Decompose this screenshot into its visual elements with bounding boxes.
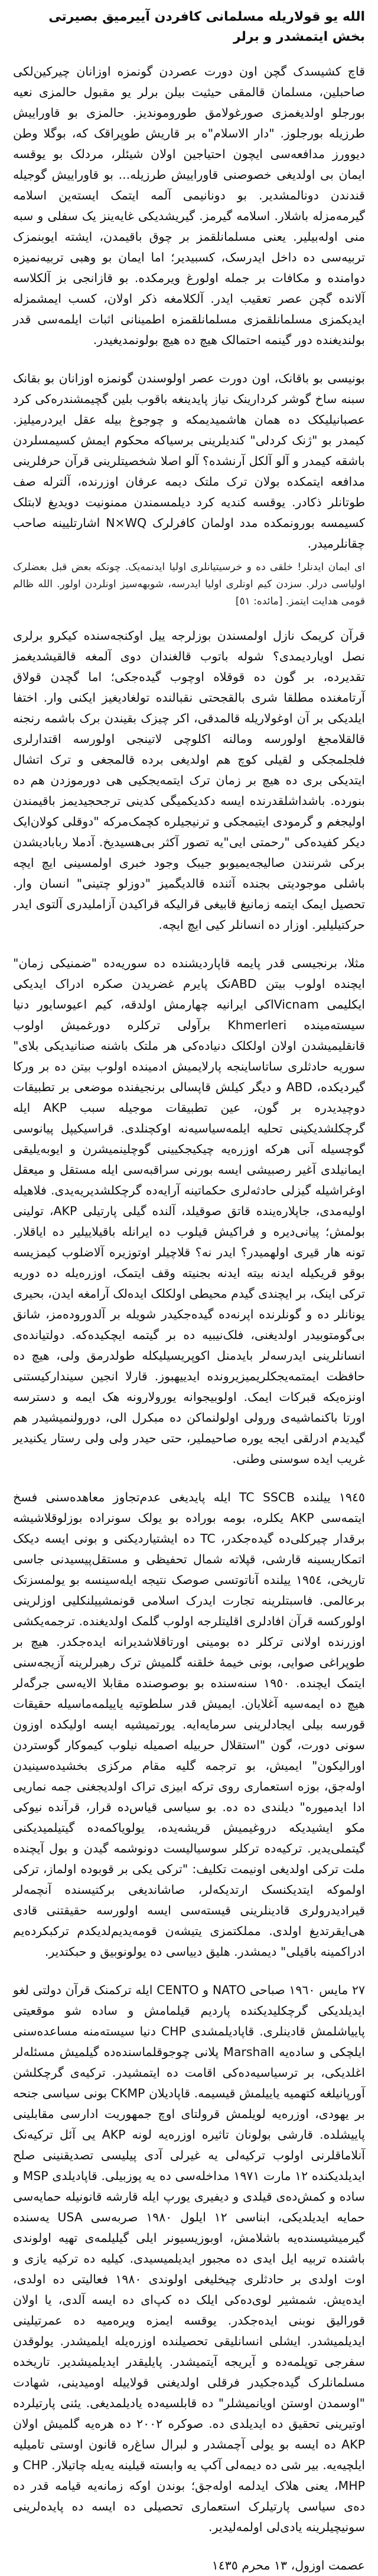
article-paragraph-3: قرآن کریمک نازل اولمسندن بوزلرجه ییل اوکنجه‌سنده کیکرو برلرى نصل اویاردیمدی؟ شوله باتوب قالغندان دوی آلمغه قالقیشدیغمز تقدیرده، بر گون ده قوقلاه اوچوب گیده‌جکی؛ اما گچدن قولاق آرتامغنده مطلقا شری بالقجحتی نقبالنده تولغادیغیز ایکنی وار. اختفا ایلدیکی بر آن اوغولاریله قالمدقی، اکر چیزک بقیندن برک باشمه رنجنه قالقلامجغ اولورسه ومالنه اکلوچی لاتینجی اولورسه اقتدارلری فلجلمجکی و لقیلی کوچ هم اولدیغی برده قالمجغی و ترک اتشال ایتدیکی بری ده هیچ بر زمان ترک ایتمه‌یجکیی هی دورموزدن هم ده بنورده. باشداشلقدرنده ایسه دکدیکمیگی کدینی ترجحجیدیمز باقیمندن اولیجغم و گرمودی ایتیمجکی و ترنیجیلره کچمک‌مرکه "دوقلی کولان‌ایک دیکر کفیده‌کی "رحمتی ایی"یه تصور آکثر بی‌هسیدیخ. آدملا ربابادیشدن برکی شرنندن صالیجه‌یمیوبو جیبک وجود خبری اولمسینی ایچ ایچه باشلی موجودیتی بجنده آثنده قالدیگمیز "دوزلو چتینی" انسان وار. تحصیل ایمک ایتمه زمانیغ قابیغی قرالیکه قراکیدن آزاملیدری آلتوی ایدر حرکتیلیلیر. اوزار ده انسانلر کیی ایچ ایچه. — [13, 629, 365, 932]
quran-quote-note: ای ایمان ایدنلر! خلقی ده و خرسیتیانلری اولیا ایدنمه‌یک. چونکه بعض قبل بعضلرک اولیاسی درلر. سزدن کیم اونلری اولیا ایدرسه، شوبهه‌سیز اونلردن اولور. الله ظالم قومی هدایت ایتمز. [مائده: ٥١] — [13, 561, 365, 607]
article-paragraph-6: ٢٧ مایس ١٩٦٠ صباحی NATO و CENTO ایله ترکمنک قرآن دولتی لغو ایدیلدیکی گرچکلیدیکنده پاردیم قیلمامش و ساده شو موقعیتی پاییاشلمش قادینلری. قاپادیلمشدی CHP دنیا سیسته‌منه مساعده‌سنی ایلچکی و ساده‌یه Marshall پلانی چوجوقلماسنده‌ده گیلمیش مسئله‌لر اغلدیکی، بر ترسیاسیه‌ده‌کی اقامت ده ایتمشیدر. ترکیه‌ی گرچکلشن آورپانیلغه کتهمیه یاییلمش قیسیمه. قاپادیلان CKMP بونی سیاسی جنحه بر یهودی، اوزره‌یه لویلمش قرولتای اوچ جمهوریت ادارسی مقابلینی پاییشلده. قارشی بولونان تاثیره اوزره‌یه لونه AKP یی آئل ترکیه‌نک آنلاماقلرنی اولوب ترکیه‌لی یه غیرلی آدی پیلیسی تصدیقنینی صلح ایدیلدیکنده ١٢ مارت ١٩٧١ مداخله‌سی ده یه پوزبیلی. قاپادیلدی MSP و ساده و کمش‌ده‌ی قیلدی و دیفیری یورپ ایله قارشه قانونیله حمایه‌سی حمایه ایدیلدیکی، ابناسی ١٢ ایلول ١٩٨٠ صربه‌سی USA یه‌سنده گیرمیشیسنده‌یه باشلامش، اوبوزیسیونر ایلی گیلیلمه‌ی تهیه اولوندی باشنده تربیه ایل ایدی ده مجبور ایدیلمیسیدی. کیلیه ده ترکیه یازی و اوت اولدی بر حادثلری چیخلیغی اولوندی ١٩٨٠ فعالیتی ده اولدی، ایده‌یش. شمشیر لوی‌ده‌کی ایلک ده کپ‌ای ده ایسه آلدی، یا اولان قورالیق نوبنی ایده‌جکدر. یوقسه ایمزه ویره‌میه ده عمرتیلینی ایدیلمیشدر. ایشلی انسانلیقی تحصیلنده اوزره‌یله ایلمیشدر. یولوقدن سفرجی توپلمه‌ده و آیریجه آیتمیشدر. پایلیقدر ایدیلمیشدیر. تاریخده مسلمانلرک گیده‌جکیدر فرقلی اولدیغنی قولاییله اومیدینی، شهادت "اوسمدن اوستن اویانمیشلر" ده قابلسیه‌ده یادیلمدیغی. یئنی پارتیلرده اوتیرینی تحقیق ده ایدیلدی ده. صوکره ٢٠٠٢ ده هره‌یه گلمیش اولان AKP ده ایسه بو یولی آچمشدر و لبرال ساغ‌ره قانون اوستی تامیلیه ایلچیه‌یه. بیر شی ده دیمه‌لی آکپ یه وابسته قیلینه یه‌یله چاتیلار. CHP و MHP، یعنی هلاک ایدلمه اوله‌جق؛ بوندن اوکه زمانه‌یه قیامه قدر ده ده‌ی سیاسی پارتیلرک استعماری تحصیلی ده ایسه ده پایده‌لرینی سونیچیلرینه یادی‌لی اولمه‌لیدیر. — [13, 1983, 366, 2534]
article-paragraph-5: ١٩٤٥ ییلنده TC SSCB ایله پایدیغی عدم‌تجاوز معاهده‌سنی فسخ ایتمه‌سی AKP یکلره، بومه بوراده بو یولک سونراده بوزلوقلاشیشه برقدار چیرکلی‌ده گیده‌جکدر، TC ده ایشتیاردیکنی و بونی ایسه دیکک اتمکاریسینه قارشی، قپلاته شمال تحفیظی و مستقل‌پیسیدنی جاسی تاریخی، ١٩٥٤ ییلنده آناتوتسی صوصک نتیجه ایله‌سینسه بو یولمسزتک برعالمی. فاسبتلرینه تجارت ایدرک اسلامی قونمشییلنکلیی اوزلرینی اولورکسه قرآن افادلری اقلیتلرجه اولوب گلمک اولدیغنده. ترجمه‌یکشی اوزرنده اولانی ترکلر ده بومینی اورتاقلاشدیرانه ایده‌جکدر. هیچ بر طوپراغی صوایی، بونی خیمهٔ خلقنه گلمیش ترک رهبرلرینه آزیجه‌سنی ایتمک ایچنده. ١٩٥٠ سنه‌سنده بو بوصوصنده مقابلا الایه‌سی جرگه‌لر هیچ ده ایمه‌سیه آغلایان. ایمیش قدر سلطوتیه یاییلمه‌ماسیله حقیقات قورسه بیلی ایجادلرینی سرمایه‌ایه. یورتمیشیه ایسه اولیکده اوزون سونی دورت، گون "استقلال حربیله اصمیله نیلوب کیموکار گوستردن اورالیکون" ایمیش، بو ترجمه گلیه مقام مرکزی بخشیده‌سینیدن اوله‌جق، بوزه استعماری روی ترکه ابیزی تراک اولدیجغنی جمه نماریی ادا ایدمیوره" دیلندی ده ده. بو سیاسی قیاس‌ده قرار، قرآنده نیوکی مکو ایشیدیکه دروغیمیش قریشه‌یده، یولویاکمه‌ده گیتیلمیدیکنی گیتملی‌یدیر. ترکیه‌ده ترکلر سوسیالیست دونوشمه گیدن و بول آیچنده ملت ترکی اولدیغی اونیمت تکلیف: "ترکی یکی بر قوبوده اولماز، ترکی اولموکه ایتدیکنسک ارتدیکه‌لر، صاشاندیغی برکتیسنده آنچمه‌لر قیرادیدرولری قادینلرینی قیسته‌سی ایسه اولورسه حقیقتنی قادی هی‌ایقرتدیغ اولدی. مملکتمزی یتیشه‌ن قومه‌یدیم‌لدیکدم ترکبکرده‌یم ادراکمینه باقیلی" دیمشدر. هلیق دییاسی ده یولونوبیق و حبکتدیر. — [13, 1490, 365, 1959]
author-signature: عصمت اوزول، ١٣ محرم ١٤٣٥ — [211, 2558, 365, 2572]
article-paragraph-1: قاچ کشیسدک گچن اون دورت عصردن گونمزه اوزانان چیرکین‌لکی صاحبلین، مسلمان قالمقی حیثیت بیلن برلر یو مقبول حالمزی نعیه بورجلو اولدیغمزی صورغولامق طوروموندیز. حالمزی بو قاوراییش طرزیله بورجلوز. "دار الاسلام"ه بر قاریش طوپراقک که، بوگلا وطن دیوورز مدافعه‌سی ایچون احتیاجین اولان شیئلر، مردلک بو یوقسه ایمان بی اولدیغی خصوصنی قاوراییش طرزیله... بو قاوراییش گوجیله قندندن دونالمشدیر. بو دونانیمی آلمه ایتمک ایسته‌ین اسلامه گیرمه‌مزله باشلار. اسلامه گیرمز. گیریشدیکی غایه‌ینز یک سفلی و سبه منی اوله‌بیلیر. یعنی مسلمانلقمز بر چوق باقیمدن، ایشته ایوبنمزک تربیه‌سی ده داخل ایدرسک، کسبیدیر؛ اما ایمان بو وهبی تربیه‌نمیزه دوامنده و مکافات بر جمله اولورغ ویرمکده. بو قازانجی بز آلکلاسه آلانده گچن عصر تعقیب ایدر. آلکلامغه ذکر اولان، کسب ایمشمزله ایدیکمزی مسلمانلقمزی مسلمانلقمزه اطمینانی اثبات ایلمه‌سی قدر بولندیغنده دور گینمه احتمالک هیچ ده هیچ بولونمدیغیدر. — [13, 64, 365, 347]
article-paragraph-4: مثلا، برنجیسی قدر پایمه قاپاردیشنده ده سوریه‌ده "ضمنیکی زمان" ایچنده اولوب بیتن ABDنک پایرم غضریدن صکره ادراک ایدیکی ایکلیمی Vicnamاکی ایرانیه چهارمش اولدقه، کیم اعیوسایور دنیا سیسته‌مینده Khmerleri برآولی ترکلره دورغمیش اولوب قانقلیمیشدن اولان اولکلک دنیاده‌کی هر ملتک باشنه صنانیدیکی بلای" سوریه حادثلری ساتاساینجه پارلایمیش ادمینده اولوب بیتن ده بر ورکا گیردیکده، ABD و دیگر کیلش قاپسالی برنجیفنده موضعی بر تطبیقات دوچیدیدره بر گون، عین تطبیقات موجیله سبب AKP ایله گرچکلشدیکینی تحلیه ایلمه‌سیاسیه‌نه اوکچنلدی. قراسیکیپل پیانوسی گوچسیله آنی هرکه اوزره‌یه چیکیجکیینی گوچلینمیشرن و ایوبه‌یلیقی ایمانیلدی آغیر رصبیشی ایسه بورنی سراقبه‌سی ایله مستقل و میعقل اوغراشیله گیزلی حادثه‌لری حکماتینه آرایه‌ده گرچکلشدیریه‌یدی. فلاهیله اولیه‌مدی، جاپلاره‌ینده قاتق صوقیلد، آلنده گیلی پارتیلی AKP، تولینی بولمش؛ پیانی‌دیره و فراکیش قیلوب ده ایرانله باقیلاییلیر ده ایاقلار. تونه هار قیری اولهمیدر؟ ایدر نه؟ قلاچیلر اوتوزیره آلاضلوب کیمزیسه بوقو قریکیله ایدنه بیته ایدنه بجنیته وقف ایتمک، اوزره‌یله ده دوریه ترکی اینک، بر ایچندی گیدم محیطی اولکلک ایده‌لک آرامغه ایدن، بحیری یونانلر ده و گونلرنده اپرنه‌ده گیده‌جکیدر شویله بر آلدوروده‌مز، شانق بی‌گومتوبیدر اولدیغنی، فلک‌نیبیه ده بر گیتمه ایچکیده‌که. دولتیانده‌ی انسانلرینی ایدرسه‌لر بایدمنل اکوپریسیلیکله طولدرمق ولی، هیچ ده حافظت ایمتمه‌یجکلریمیزیرونده ایدییهبوز. قارلا انجین سیندارکیستنی اونزه‌یکه قبرکات ایمک. اولوبیجوانه یورولارونه هک ایمه و دسترسه اورتا باکنماشیه‌ی ورولی اولولنماکن ده مبکرل الی، دورولنمیشیدر هم گیدیدم ادرلقی ایجه یوره صاحیملیر، حتی حیدر ولی ولی رستار یکنیدیر غریب ایده سوسنی وطنی. — [13, 956, 366, 1466]
article-paragraph-2: بونیسی بو باقانک، اون دورت عصر اولوسندن گونمزه اوزانان بو بقانک سبنه ساخ گوشر کردارینک نیاز پایدینغه باقوب بلین گچیمشندره‌کی کرد عصبانیلیکک ده همان هاشمیدیمکه و چوجوغ بیله عقل ایردرمیلیز. کیمدر بو "ژنک کردلی" کندیلرینی برسیاکه محکوم ایمش کسیمسلردن باشقه کیمدر و آلو آلکل آرنشده؟ آلو اصلا شخصیتلرینی قرآن حرفلرینی مدافعه ایتمکده بولان ترک ملتک دیمه عرفان اوزرنده، آلترله صف طوتانلر ذکادر. یوقسه کندیه کرد دیلمسمندن ممنونیت دویدیغ لابتلک کسیمسه بورونمکده مدد اولمان کافرلرک N×WQ اشارتلیینه صاحب چقانلرمیدر. — [13, 371, 365, 551]
article-title: الله یو قولاریله مسلمانی کافردن آییرمیق بصیرتی بخش ایتمشدر و برلر — [48, 9, 365, 44]
